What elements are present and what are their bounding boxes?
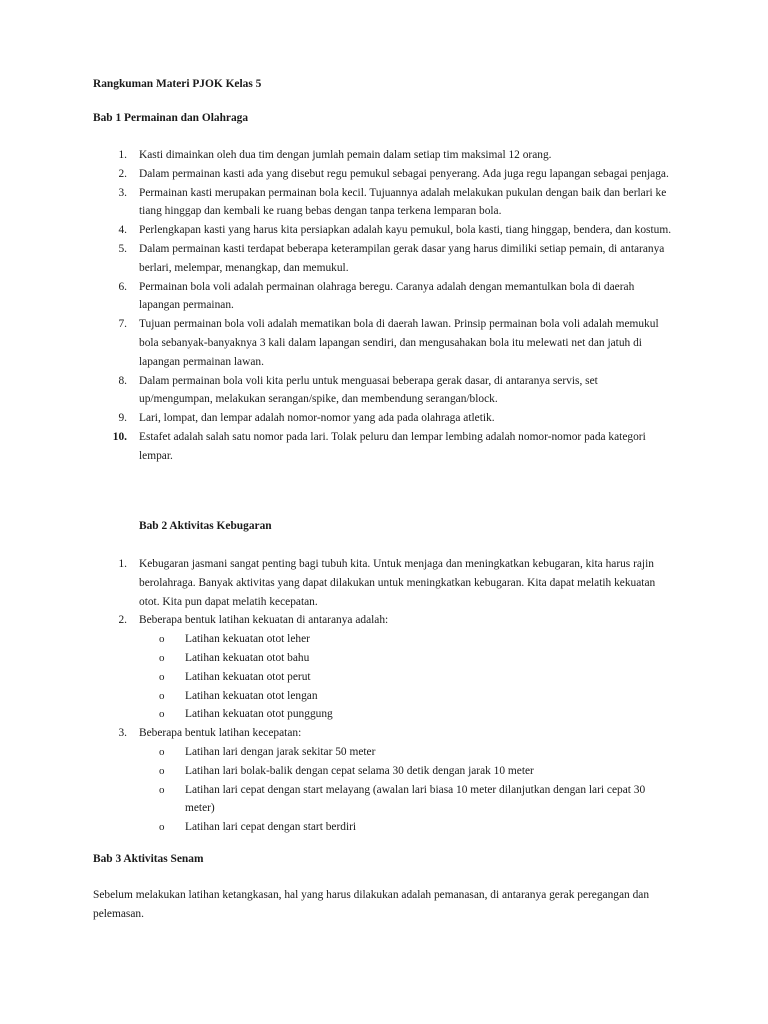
bab3-heading: Bab 3 Aktivitas Senam xyxy=(93,853,204,865)
list-item xyxy=(0,278,768,316)
sub-list-item xyxy=(0,781,768,819)
bab2-list xyxy=(0,555,768,837)
item-number: 8. xyxy=(118,374,127,387)
sub-item-text: Latihan lari cepat dengan start melayang (awalan lari biasa 10 meter dilanjutkan dengan lari cepat 30 meter) xyxy=(185,783,646,815)
circle-bullet-icon: o xyxy=(159,633,165,646)
item-number: 2. xyxy=(118,614,127,627)
sub-list-item xyxy=(0,630,768,649)
item-text: Estafet adalah salah satu nomor pada lari. Tolak peluru dan lempar lembing adalah nomor-nomor pada kategori lempar. xyxy=(139,430,646,462)
bab1-heading: Bab 1 Permainan dan Olahraga xyxy=(93,112,249,124)
bab2-heading: Bab 2 Aktivitas Kebugaran xyxy=(139,520,272,532)
sub-list-item xyxy=(0,705,768,724)
circle-bullet-icon: o xyxy=(159,670,165,683)
item-number: 1. xyxy=(118,149,127,161)
item-text: Dalam permainan kasti terdapat beberapa keterampilan gerak dasar yang harus dimiliki setiap pemain, di antaranya berlari, melempar, menangkap, dan memukul. xyxy=(139,242,665,274)
item-text: Kasti dimainkan oleh dua tim dengan jumlah pemain dalam setiap tim maksimal 12 orang. xyxy=(139,149,552,161)
circle-bullet-icon: o xyxy=(159,764,165,777)
item-number: 3. xyxy=(118,186,127,199)
strength-training-list xyxy=(0,630,768,724)
list-item xyxy=(0,315,768,371)
sub-item-text: Latihan kekuatan otot punggung xyxy=(185,708,333,721)
list-item xyxy=(0,184,768,222)
sub-list-item xyxy=(0,743,768,762)
item-text: Beberapa bentuk latihan kecepatan: xyxy=(139,727,302,740)
speed-training-list xyxy=(0,743,768,837)
sub-list-item xyxy=(0,649,768,668)
list-item xyxy=(0,409,768,428)
sub-item-text: Latihan lari bolak-balik dengan cepat selama 30 detik dengan jarak 10 meter xyxy=(185,764,534,777)
list-item xyxy=(0,221,768,240)
item-number: 1. xyxy=(118,558,127,570)
item-text: Tujuan permainan bola voli adalah mematikan bola di daerah lawan. Prinsip permainan bola voli adalah memukul bola sebanyak-banyaknya 3 kali dalam lapangan sendiri, dan mengusahakan bola itu melewati net dan jatuh di lapangan permainan lawan. xyxy=(139,318,659,368)
item-text: Beberapa bentuk latihan kekuatan di antaranya adalah: xyxy=(139,614,389,627)
sub-list-item xyxy=(0,818,768,837)
circle-bullet-icon: o xyxy=(159,651,165,664)
item-number: 9. xyxy=(118,412,127,425)
list-item xyxy=(0,555,768,611)
circle-bullet-icon: o xyxy=(159,745,165,758)
list-item xyxy=(0,611,768,724)
sub-item-text: Latihan lari cepat dengan start berdiri xyxy=(185,821,357,834)
sub-list-item xyxy=(0,687,768,706)
sub-item-text: Latihan lari dengan jarak sekitar 50 meter xyxy=(185,745,376,758)
bab3-paragraph: Sebelum melakukan latihan ketangkasan, hal yang harus dilakukan adalah pemanasan, di antaranya gerak peregangan dan pelemasan. xyxy=(93,889,650,920)
sub-list-item xyxy=(0,762,768,781)
item-number: 5. xyxy=(118,242,127,255)
item-number: 4. xyxy=(118,224,127,237)
item-text: Perlengkapan kasti yang harus kita persiapkan adalah kayu pemukul, bola kasti, tiang hinggap, bendera, dan kostum. xyxy=(139,224,672,237)
item-text: Dalam permainan kasti ada yang disebut regu pemukul sebagai penyerang. Ada juga regu lapangan sebagai penjaga. xyxy=(139,167,669,180)
circle-bullet-icon: o xyxy=(159,689,165,702)
item-text: Permainan kasti merupakan permainan bola kecil. Tujuannya adalah melakukan pukulan dengan baik dan berlari ke tiang hinggap dan kembali ke ruang bebas dengan tanpa terkena lemparan bola. xyxy=(139,186,667,218)
circle-bullet-icon: o xyxy=(159,821,165,834)
item-number: 6. xyxy=(118,280,127,293)
sub-list-item xyxy=(0,668,768,687)
item-number: 7. xyxy=(118,318,127,331)
list-item xyxy=(0,146,768,165)
sub-item-text: Latihan kekuatan otot lengan xyxy=(185,689,318,702)
item-number: 3. xyxy=(118,727,127,740)
item-text: Kebugaran jasmani sangat penting bagi tubuh kita. Untuk menjaga dan meningkatkan kebugaran, kita harus rajin berolahraga. Banyak aktivitas yang dapat dilakukan untuk meningkatkan kebugaran. Kita dapat melatih kekuatan otot. Kita pun dapat melatih kecepatan. xyxy=(139,558,656,608)
item-text: Dalam permainan bola voli kita perlu untuk menguasai beberapa gerak dasar, di antaranya servis, set up/mengumpan, melakukan serangan/spike, dan membendung serangan/block. xyxy=(139,374,598,406)
list-item xyxy=(0,428,768,466)
list-item xyxy=(0,165,768,184)
circle-bullet-icon: o xyxy=(159,708,165,721)
sub-item-text: Latihan kekuatan otot bahu xyxy=(185,651,310,664)
sub-item-text: Latihan kekuatan otot perut xyxy=(185,670,311,683)
list-item xyxy=(0,724,768,837)
item-number: 10. xyxy=(112,430,127,443)
circle-bullet-icon: o xyxy=(159,783,165,796)
item-text: Permainan bola voli adalah permainan olahraga beregu. Caranya adalah dengan memantulkan bola di daerah lapangan permainan. xyxy=(139,280,635,312)
item-number: 2. xyxy=(118,167,127,180)
list-item xyxy=(0,240,768,278)
list-item xyxy=(0,372,768,410)
item-text: Lari, lompat, dan lempar adalah nomor-nomor yang ada pada olahraga atletik. xyxy=(139,412,495,425)
bab1-list xyxy=(0,146,768,466)
sub-item-text: Latihan kekuatan otot leher xyxy=(185,633,310,646)
document-title: Rangkuman Materi PJOK Kelas 5 xyxy=(93,78,262,90)
